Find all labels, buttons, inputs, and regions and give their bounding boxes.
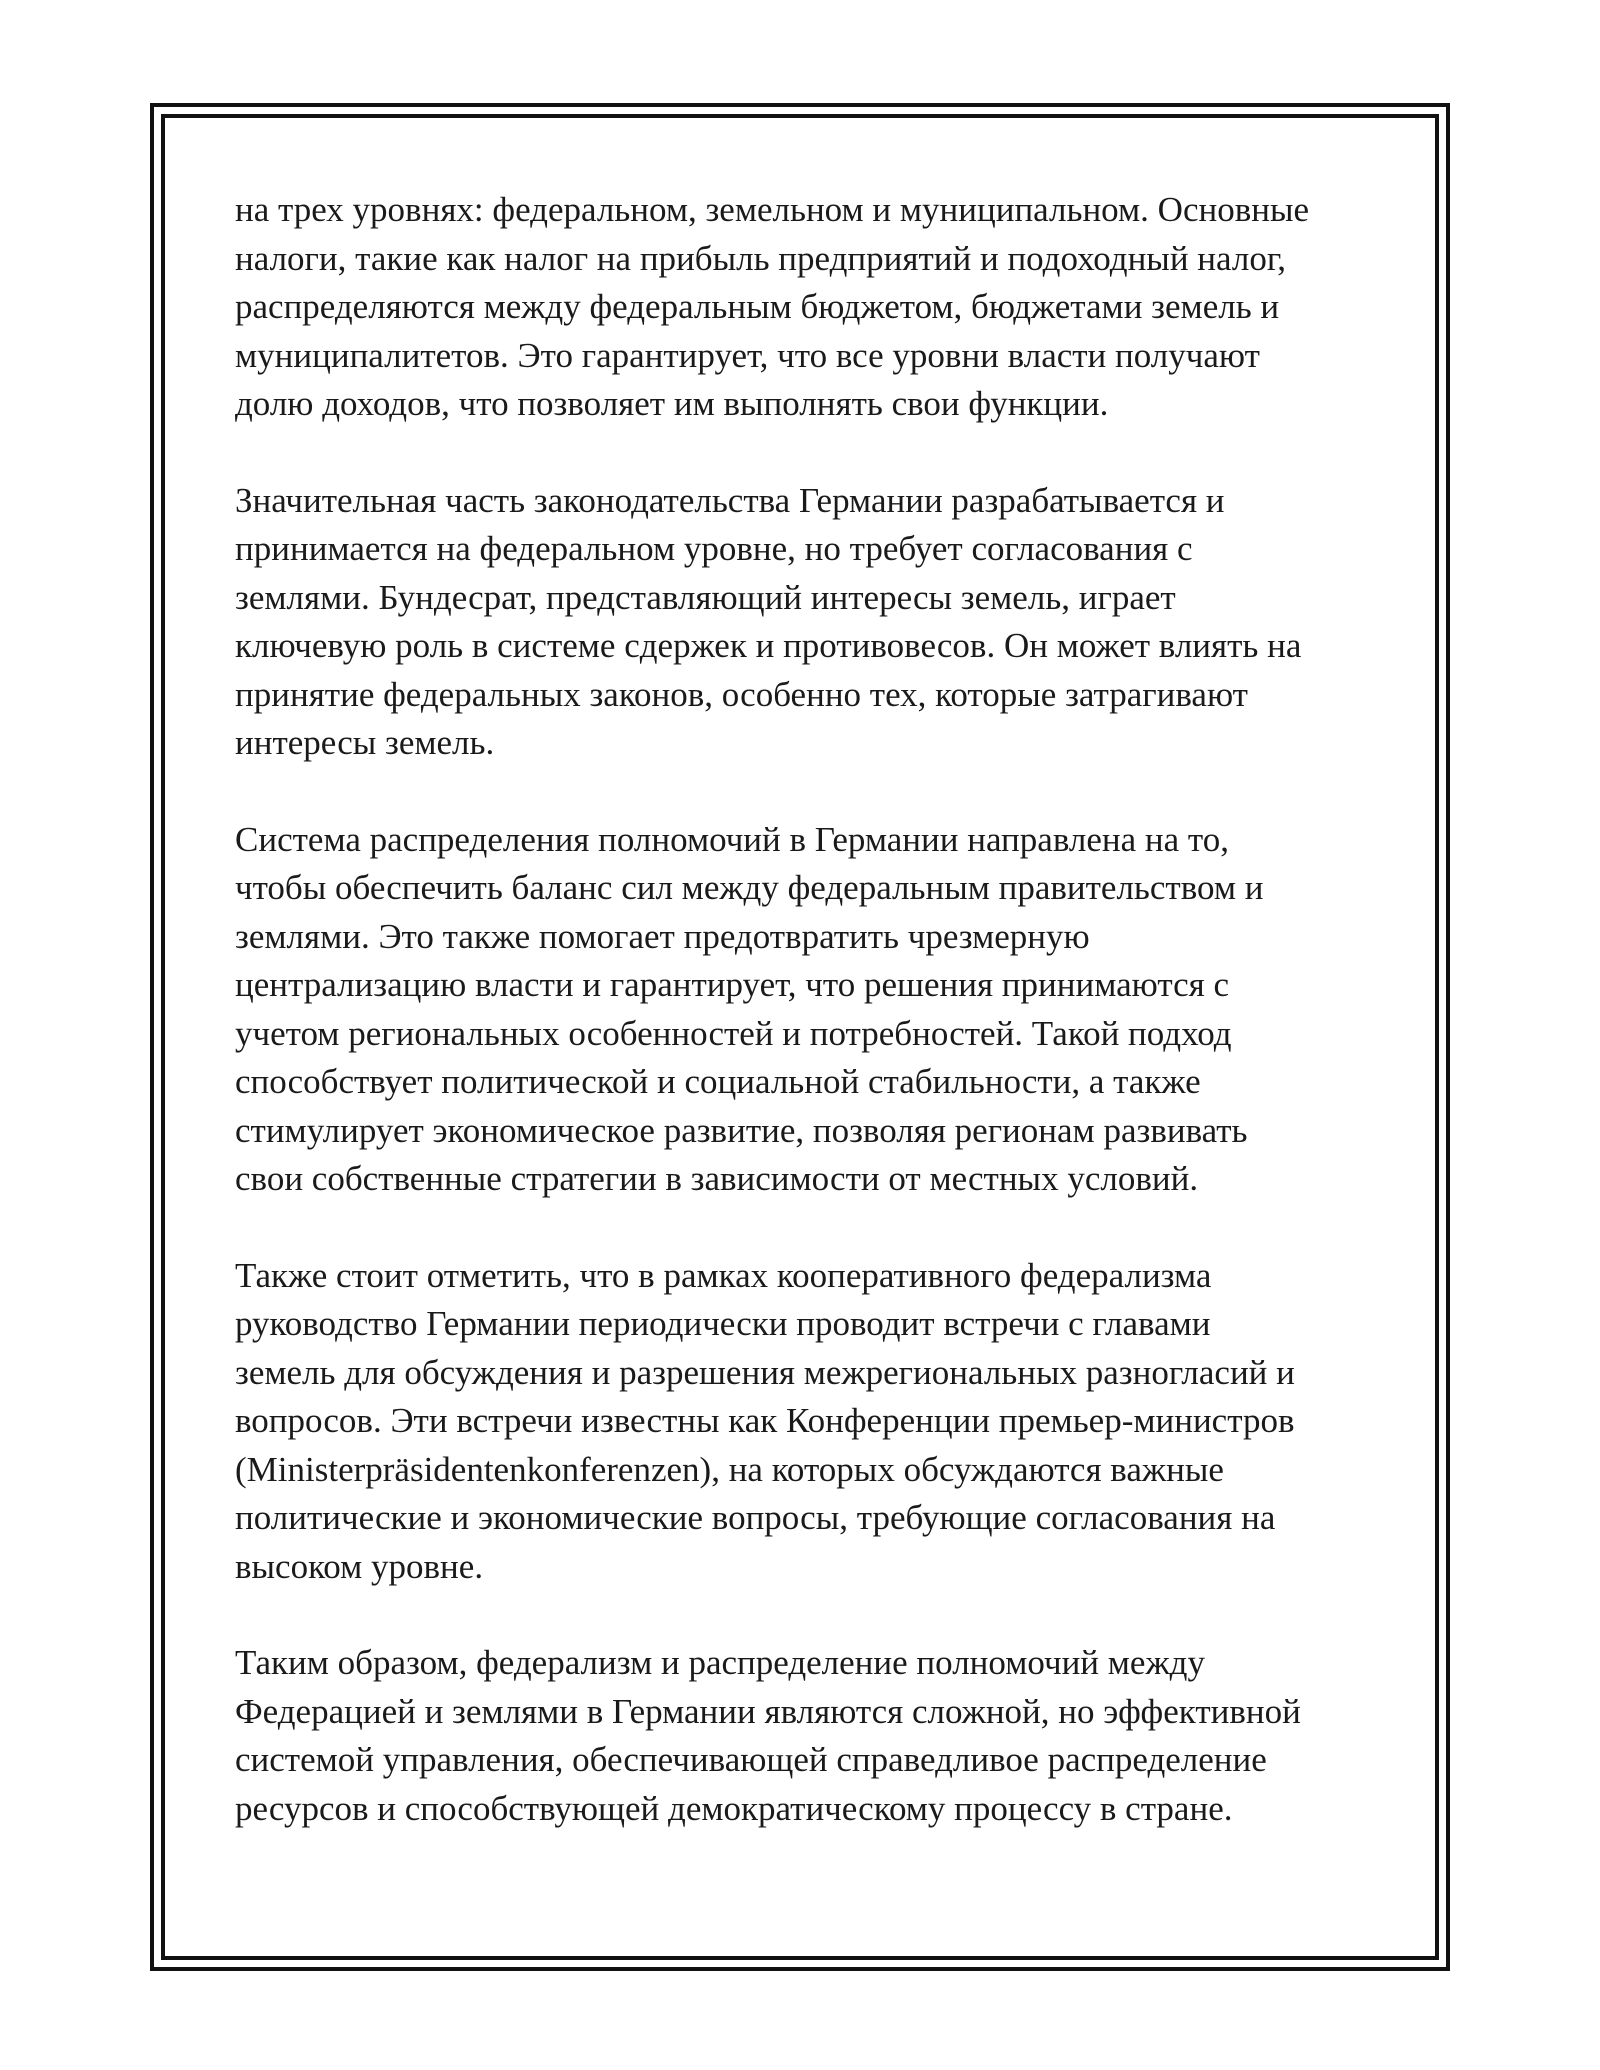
- text-line: землями. Это также помогает предотвратить чрезмерную: [235, 916, 1090, 956]
- text-line: интересы земель.: [235, 723, 495, 762]
- text-line: высоком уровне.: [235, 1546, 484, 1586]
- paragraph-2: [235, 477, 1375, 768]
- text-line: (Ministerpräsidentenkonferenzen), на которых обсуждаются важные: [235, 1449, 1224, 1489]
- text-line: централизацию власти и гарантирует, что решения принимаются с: [235, 965, 1229, 1004]
- text-line: земель для обсуждения и разрешения межрегиональных разногласий и: [235, 1352, 1295, 1392]
- text-line: муниципалитетов. Это гарантирует, что все уровни власти получают: [235, 335, 1260, 375]
- text-line: Таким образом, федерализм и распределение полномочий между: [235, 1643, 1205, 1682]
- text-line: принятие федеральных законов, особенно тех, которые затрагивают: [235, 674, 1248, 714]
- text-line: Система распределения полномочий в Германии направлена на то,: [235, 819, 1229, 859]
- text-line: на трех уровнях: федеральном, земельном и муниципальном. Основные: [235, 190, 1310, 229]
- text-line: принимается на федеральном уровне, но требует согласования с: [235, 529, 1193, 568]
- text-line: системой управления, обеспечивающей справедливое распределение: [235, 1740, 1267, 1779]
- text-line: вопросов. Эти встречи известны как Конференции премьер-министров: [235, 1401, 1295, 1440]
- text-line: стимулирует экономическое развитие, позволяя регионам развивать: [235, 1110, 1248, 1150]
- text-line: свои собственные стратегии в зависимости от местных условий.: [235, 1159, 1199, 1198]
- paragraph-3: [235, 816, 1375, 1204]
- text-line: Федерацией и землями в Германии являются сложной, но эффективной: [235, 1691, 1301, 1731]
- paragraph-1: [235, 186, 1375, 429]
- text-line: политические и экономические вопросы, требующие согласования на: [235, 1498, 1276, 1537]
- paragraph-4: [235, 1252, 1375, 1592]
- text-line: способствует политической и социальной стабильности, а также: [235, 1062, 1201, 1101]
- text-line: распределяются между федеральным бюджетом, бюджетами земель и: [235, 287, 1280, 326]
- text-line: учетом региональных особенностей и потребностей. Такой подход: [235, 1013, 1232, 1053]
- text-line: руководство Германии периодически проводит встречи с главами: [235, 1304, 1211, 1343]
- text-line: землями. Бундесрат, представляющий интересы земель, играет: [235, 577, 1176, 617]
- text-line: ключевую роль в системе сдержек и противовесов. Он может влиять на: [235, 626, 1302, 665]
- text-line: долю доходов, что позволяет им выполнять свои функции.: [235, 384, 1109, 423]
- text-line: Значительная часть законодательства Германии разрабатывается и: [235, 480, 1225, 520]
- text-line: Также стоит отметить, что в рамках кооперативного федерализма: [235, 1255, 1212, 1295]
- text-line: налоги, такие как налог на прибыль предприятий и подоходный налог,: [235, 238, 1286, 278]
- document-body: [235, 186, 1375, 1881]
- text-line: ресурсов и способствующей демократическому процессу в стране.: [235, 1788, 1233, 1828]
- paragraph-5: [235, 1639, 1375, 1833]
- text-line: чтобы обеспечить баланс сил между федеральным правительством и: [235, 868, 1264, 907]
